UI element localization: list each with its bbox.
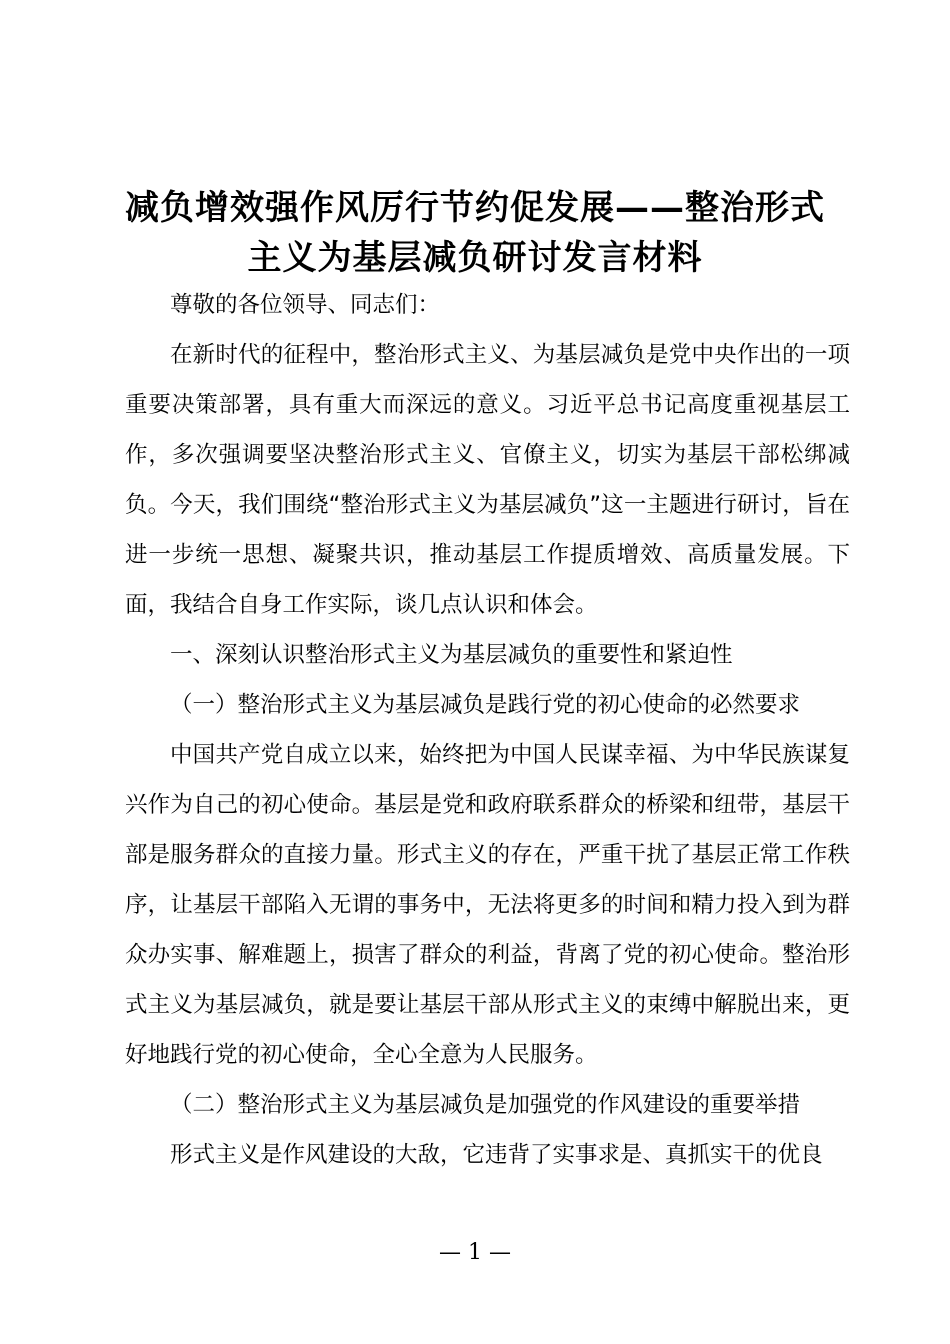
document-title-line-1: 减负增效强作风厉行节约促发展——整治形式 — [125, 188, 825, 228]
subsection-heading-2: （二）整治形式主义为基层减负是加强党的作风建设的重要举措 — [170, 1092, 801, 1118]
salutation: 尊敬的各位领导、同志们： — [170, 292, 441, 318]
document-body — [125, 280, 850, 1180]
paragraph-subsection-1: 中国共产党自成立以来，始终把为中国人民谋幸福、为中华民族谋复兴作为自己的初心使命。基层是党和政府联系群众的桥梁和纽带，基层干部是服务群众的直接力量。形式主义的存在，严重干扰了基层正常工作秩序，让基层干部陷入无谓的事务中，无法将更多的时间和精力投入到为群众办实事、解难题上，损害了群众的利益，背离了党的初心使命。整治形式主义为基层减负，就是要让基层干部从形式主义的束缚中解脱出来，更好地践行党的初心使命，全心全意为人民服务。 — [125, 742, 850, 1068]
paragraph-intro: 在新时代的征程中，整治形式主义、为基层减负是党中央作出的一项重要决策部署，具有重大而深远的意义。习近平总书记高度重视基层工作，多次强调要坚决整治形式主义、官僚主义，切实为基层干部松绑减负。今天，我们围绕“整治形式主义为基层减负”这一主题进行研讨，旨在进一步统一思想、凝聚共识，推动基层工作提质增效、高质量发展。下面，我结合自身工作实际，谈几点认识和体会。 — [125, 342, 850, 618]
page-number: — 1 — — [439, 1240, 511, 1265]
paragraph-subsection-2: 形式主义是作风建设的大敌，它违背了实事求是、真抓实干的优良 — [170, 1142, 823, 1168]
section-heading-1: 一、深刻认识整治形式主义为基层减负的重要性和紧迫性 — [170, 642, 733, 668]
document-title-line-2: 主义为基层减负研讨发言材料 — [247, 238, 703, 278]
subsection-heading-1: （一）整治形式主义为基层减负是践行党的初心使命的必然要求 — [170, 692, 801, 718]
